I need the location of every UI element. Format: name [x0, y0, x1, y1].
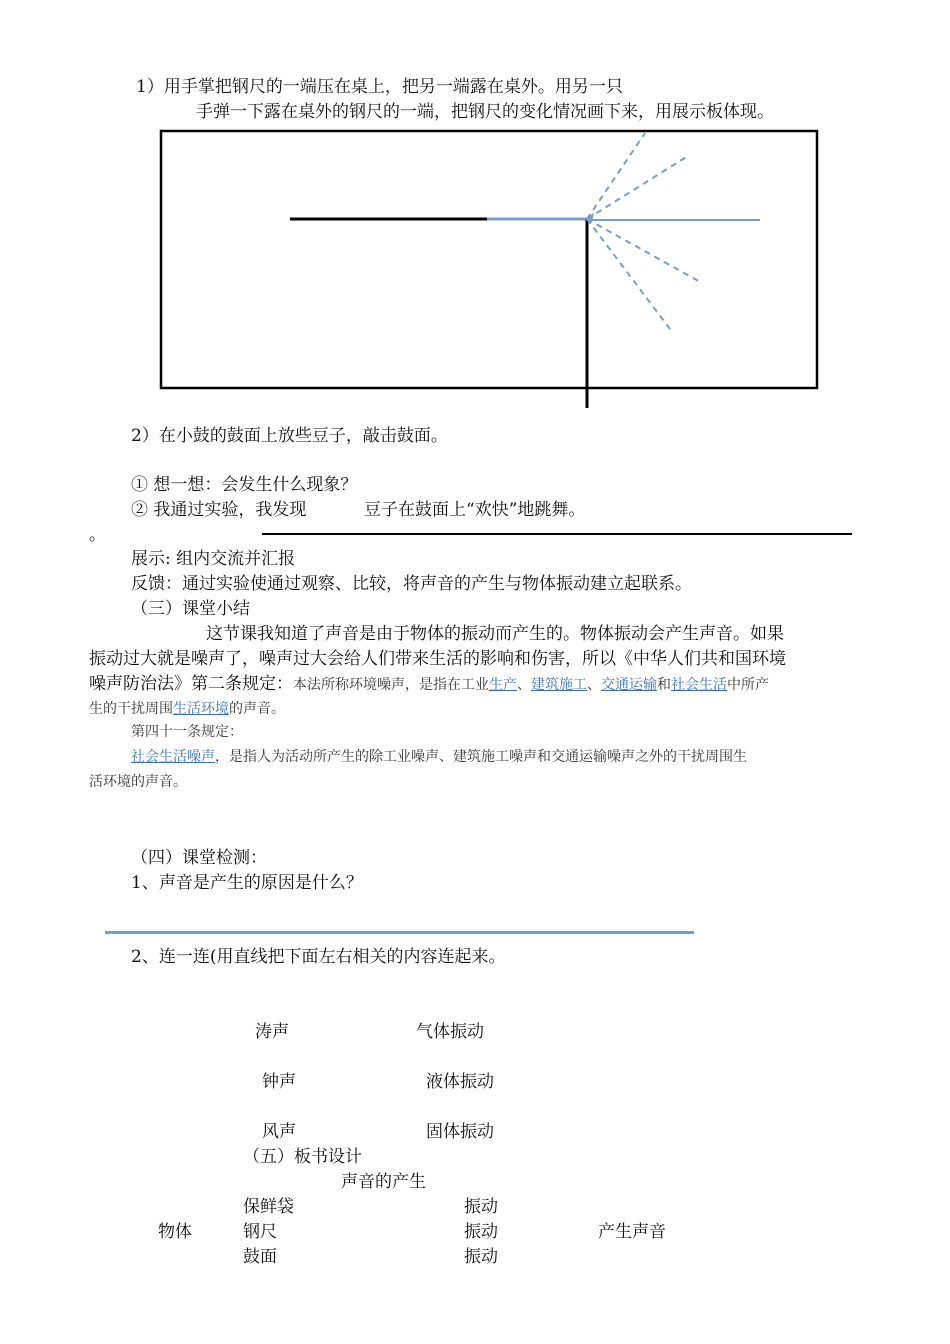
- link-construction[interactable]: 建筑施工: [531, 677, 587, 693]
- summary-line3: [89, 673, 769, 696]
- board-vibrate-3: 振动: [464, 1247, 498, 1267]
- board-item-bag: 保鲜袋: [243, 1197, 294, 1217]
- board-vibrate-2: 振动: [464, 1222, 498, 1242]
- separator: 、: [587, 677, 601, 693]
- law-text: ，是指人为活动所产生的除工业噪声、建筑施工噪声和交通运输噪声之外的干扰周围生: [215, 749, 747, 765]
- summary-heading: （三）课堂小结: [131, 599, 250, 619]
- summary-line5: [131, 746, 747, 768]
- law-reference: 噪声防治法》第二条规定：: [89, 674, 293, 694]
- left-item-bell: 钟声: [262, 1072, 296, 1092]
- board-vibrate-1: 振动: [464, 1197, 498, 1217]
- answer-line: [105, 931, 694, 934]
- step1-line1: 1）用手掌把钢尺的一端压在桌上，把另一端露在桌外。用另一只: [136, 77, 623, 97]
- show-text: 展示: 组内交流并汇报: [131, 549, 296, 569]
- right-item-liquid: 液体振动: [426, 1072, 494, 1092]
- right-item-gas: 气体振动: [416, 1022, 484, 1042]
- link-traffic[interactable]: 交通运输: [601, 677, 657, 693]
- vibration-line-2: [587, 156, 688, 219]
- law-text: 本法所称环境噪声，是指在工业: [293, 677, 489, 693]
- summary-line6: 活环境的声音。: [89, 774, 187, 790]
- law-text: 生的干扰周围: [89, 701, 173, 717]
- left-item-wave: 涛声: [255, 1022, 289, 1042]
- step2-q1: ① 想一想：会发生什么现象？: [131, 475, 358, 495]
- left-item-wind: 风声: [262, 1122, 296, 1142]
- link-living-environment[interactable]: 生活环境: [173, 701, 229, 717]
- summary-line4: [89, 698, 285, 720]
- board-result: 产生声音: [598, 1222, 666, 1242]
- conjunction: 和: [657, 677, 671, 693]
- ruler-vibration-diagram: [0, 0, 950, 420]
- board-title: 声音的产生: [341, 1172, 426, 1192]
- separator: 、: [517, 677, 531, 693]
- step2-period: 。: [89, 525, 106, 545]
- link-social-life[interactable]: 社会生活: [671, 677, 727, 693]
- law-text-tail: 的声音。: [229, 701, 285, 717]
- law-text-tail: 中所产: [727, 677, 769, 693]
- board-item-drum: 鼓面: [243, 1247, 277, 1267]
- right-item-solid: 固体振动: [426, 1122, 494, 1142]
- link-production[interactable]: 生产: [489, 677, 517, 693]
- vibration-line-3: [587, 219, 702, 283]
- step1-line2: 手弹一下露在桌外的钢尺的一端，把钢尺的变化情况画下来，用展示板体现。: [196, 102, 774, 122]
- board-heading: （五）板书设计: [243, 1147, 362, 1167]
- vibration-line-4: [587, 219, 673, 333]
- board-item-ruler: 钢尺: [243, 1222, 277, 1242]
- vibration-line-1: [587, 133, 645, 219]
- feedback-text: 反馈：通过实验使通过观察、比较，将声音的产生与物体振动建立起联系。: [131, 574, 692, 594]
- step2-q2-answer: 豆子在鼓面上“欢快”地跳舞。: [364, 500, 586, 520]
- board-object: 物体: [158, 1222, 192, 1242]
- display-board-frame: [161, 131, 817, 388]
- step2-intro: 2）在小鼓的鼓面上放些豆子，敲击鼓面。: [131, 426, 448, 446]
- summary-line1: 这节课我知道了声音是由于物体的振动而产生的。物体振动会产生声音。如果: [206, 624, 784, 644]
- link-social-noise[interactable]: 社会生活噪声: [131, 749, 215, 765]
- test-heading: （四）课堂检测：: [131, 848, 267, 868]
- step2-q2-prefix: ② 我通过实验，我发现: [131, 500, 307, 520]
- answer-underline: [262, 533, 852, 535]
- test-q1: 1、声音是产生的原因是什么？: [131, 873, 363, 893]
- article-41: 第四十一条规定：: [131, 724, 243, 740]
- summary-line2: 振动过大就是噪声了，噪声过大会给人们带来生活的影响和伤害，所以《中华人们共和国环境: [89, 649, 786, 669]
- test-q2: 2、连一连(用直线把下面左右相关的内容连起来。: [131, 947, 506, 967]
